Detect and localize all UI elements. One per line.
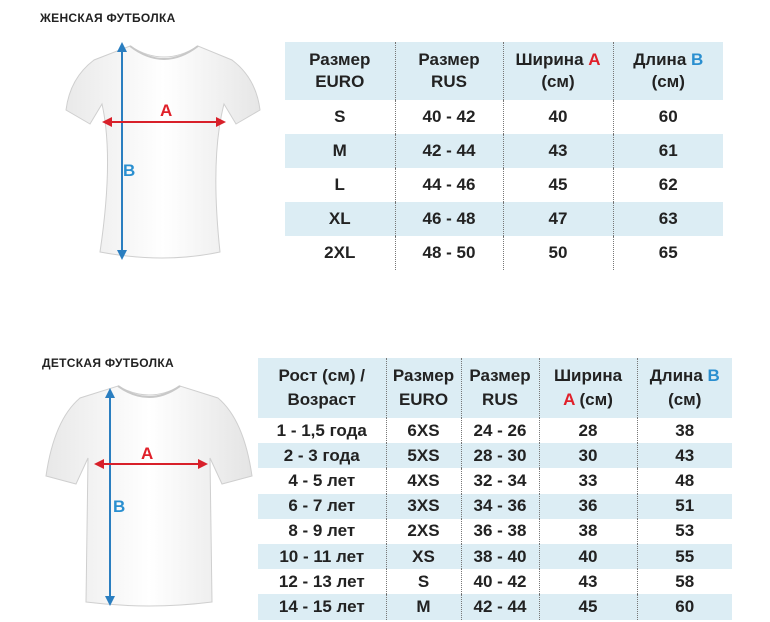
cell: 58 bbox=[637, 569, 732, 594]
cell: 12 - 13 лет bbox=[278, 571, 365, 591]
table-row bbox=[285, 236, 723, 270]
table-row bbox=[258, 468, 732, 493]
cell: S bbox=[334, 107, 346, 126]
cell: XS bbox=[386, 544, 461, 569]
cell: 46 - 48 bbox=[395, 202, 503, 236]
table-header-row bbox=[258, 358, 732, 418]
header-width: Ширина A (см) bbox=[503, 42, 613, 100]
table-row bbox=[258, 544, 732, 569]
cell: XL bbox=[285, 202, 395, 236]
header-height-age: Рост (см) / Возраст bbox=[258, 358, 386, 418]
table-row bbox=[258, 569, 732, 594]
header-size-euro: Размер EURO bbox=[285, 42, 395, 100]
cell: 28 - 30 bbox=[461, 443, 539, 468]
table-row bbox=[285, 134, 723, 168]
cell: 43 bbox=[503, 134, 613, 168]
cell: 28 bbox=[539, 418, 637, 443]
cell: 30 bbox=[539, 443, 637, 468]
cell: 62 bbox=[613, 168, 723, 202]
cell: 60 bbox=[637, 594, 732, 619]
cell: 2XL bbox=[324, 243, 356, 262]
cell: 6XS bbox=[386, 418, 461, 443]
table-row bbox=[258, 418, 732, 443]
cell: 50 bbox=[503, 236, 613, 270]
cell: 42 - 44 bbox=[395, 134, 503, 168]
cell: 36 bbox=[539, 494, 637, 519]
header-length: Длина B (см) bbox=[613, 42, 723, 100]
women-tshirt-image bbox=[60, 38, 270, 268]
cell: 33 bbox=[539, 468, 637, 493]
kids-label-a: A bbox=[141, 444, 154, 463]
cell: 45 bbox=[503, 168, 613, 202]
table-header-row bbox=[285, 42, 723, 100]
table-row bbox=[285, 168, 723, 202]
cell: 43 bbox=[637, 443, 732, 468]
header-size-rus: Размер RUS bbox=[461, 358, 539, 418]
cell: 2 - 3 года bbox=[258, 443, 386, 468]
cell: 38 bbox=[539, 519, 637, 544]
cell: 10 - 11 лет bbox=[258, 544, 386, 569]
table-row bbox=[285, 100, 723, 134]
table-row bbox=[285, 202, 723, 236]
cell: 47 bbox=[503, 202, 613, 236]
cell: 36 - 38 bbox=[461, 519, 539, 544]
cell: 4 - 5 лет bbox=[288, 470, 356, 490]
cell: 53 bbox=[637, 519, 732, 544]
cell: 43 bbox=[539, 569, 637, 594]
cell: 6 - 7 лет bbox=[258, 494, 386, 519]
cell: 48 bbox=[637, 468, 732, 493]
header-size-euro: Размер EURO bbox=[386, 358, 461, 418]
women-size-table bbox=[285, 42, 723, 270]
cell: 5XS bbox=[386, 443, 461, 468]
cell: S bbox=[386, 569, 461, 594]
cell: 40 bbox=[539, 544, 637, 569]
cell: 38 bbox=[637, 418, 732, 443]
cell: 48 - 50 bbox=[395, 236, 503, 270]
table-row bbox=[258, 594, 732, 619]
women-section-title: ЖЕНСКАЯ ФУТБОЛКА bbox=[40, 11, 176, 25]
cell: 61 bbox=[613, 134, 723, 168]
cell: L bbox=[334, 175, 345, 194]
cell: M bbox=[386, 594, 461, 619]
cell: 40 - 42 bbox=[461, 569, 539, 594]
cell: 14 - 15 лет bbox=[258, 594, 386, 619]
cell: 34 - 36 bbox=[461, 494, 539, 519]
cell: 2XS bbox=[386, 519, 461, 544]
cell: 63 bbox=[613, 202, 723, 236]
women-label-a: A bbox=[160, 101, 173, 120]
cell: 44 - 46 bbox=[395, 168, 503, 202]
cell: 60 bbox=[613, 100, 723, 134]
cell: 24 - 26 bbox=[461, 418, 539, 443]
cell: 4XS bbox=[386, 468, 461, 493]
table-row bbox=[258, 519, 732, 544]
cell: 45 bbox=[539, 594, 637, 619]
cell: 42 - 44 bbox=[461, 594, 539, 619]
cell: 32 - 34 bbox=[461, 468, 539, 493]
cell: 65 bbox=[613, 236, 723, 270]
cell: 1 - 1,5 года bbox=[276, 420, 367, 440]
table-row bbox=[258, 494, 732, 519]
cell: 40 bbox=[503, 100, 613, 134]
cell: 38 - 40 bbox=[461, 544, 539, 569]
kids-label-b: B bbox=[113, 497, 126, 516]
cell: 8 - 9 лет bbox=[288, 521, 356, 541]
cell: 40 - 42 bbox=[395, 100, 503, 134]
kids-section-title: ДЕТСКАЯ ФУТБОЛКА bbox=[42, 356, 174, 370]
header-size-rus: Размер RUS bbox=[395, 42, 503, 100]
table-row bbox=[258, 443, 732, 468]
cell: M bbox=[285, 134, 395, 168]
header-length: Длина B (см) bbox=[637, 358, 732, 418]
women-label-b: B bbox=[123, 161, 136, 180]
cell: 3XS bbox=[386, 494, 461, 519]
kids-size-table bbox=[258, 358, 732, 620]
header-width: Ширина A (см) bbox=[539, 358, 637, 418]
cell: 55 bbox=[637, 544, 732, 569]
cell: 51 bbox=[637, 494, 732, 519]
kids-tshirt-image bbox=[38, 380, 260, 612]
